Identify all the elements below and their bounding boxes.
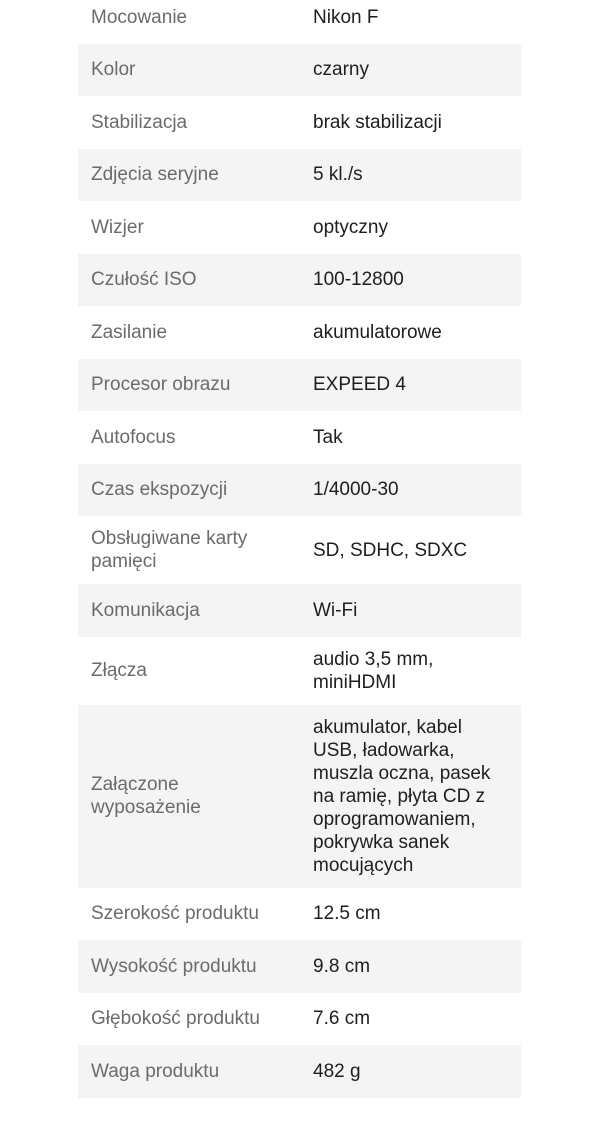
spec-value: brak stabilizacji [313, 111, 442, 133]
spec-row-image-processor [78, 359, 521, 412]
spec-label: Czas ekspozycji [91, 479, 228, 501]
spec-value: 100-12800 [313, 269, 404, 291]
spec-value: 9.8 cm [313, 955, 371, 977]
spec-value: 1/4000-30 [313, 479, 399, 501]
spec-row-burst [78, 149, 521, 202]
spec-row-color [78, 44, 521, 97]
spec-label: Szerokość produktu [91, 903, 259, 925]
spec-label: Komunikacja [91, 599, 200, 621]
spec-value: akumulator, kabel USB, ładowarka, muszla oczna, pasek na ramię, płyta CD z oprogramowaniem, pokrywka sanek mocujących [313, 716, 491, 876]
spec-row-communication [78, 584, 521, 637]
spec-row-weight [78, 1045, 521, 1098]
spec-row-viewfinder [78, 201, 521, 254]
spec-value: Wi-Fi [313, 599, 358, 621]
specifications-table [78, 0, 521, 1098]
spec-label: Mocowanie [91, 6, 188, 28]
spec-label: Obsługiwane karty pamięci [91, 528, 248, 572]
spec-row-depth [78, 993, 521, 1046]
spec-value: 7.6 cm [313, 1008, 371, 1030]
spec-row-exposure-time [78, 464, 521, 517]
spec-value: EXPEED 4 [313, 374, 406, 396]
spec-value: optyczny [313, 216, 388, 238]
spec-value: 5 kl./s [313, 164, 363, 186]
spec-value: 12.5 cm [313, 903, 381, 925]
spec-label: Kolor [91, 59, 136, 81]
spec-row-mount [78, 0, 521, 44]
spec-label: Głębokość produktu [91, 1008, 260, 1030]
spec-label: Czułość ISO [91, 269, 197, 291]
spec-row-connectors [78, 637, 521, 705]
spec-label: Stabilizacja [91, 111, 188, 133]
spec-row-stabilization [78, 96, 521, 149]
spec-row-power [78, 306, 521, 359]
spec-row-autofocus [78, 411, 521, 464]
spec-label: Wysokość produktu [91, 955, 257, 977]
spec-label: Wizjer [91, 216, 144, 238]
spec-value: audio 3,5 mm, miniHDMI [313, 648, 434, 693]
spec-label: Zasilanie [91, 321, 168, 343]
spec-label: Autofocus [91, 426, 176, 448]
spec-row-height [78, 940, 521, 993]
spec-value: akumulatorowe [313, 321, 442, 343]
spec-value: Nikon F [313, 6, 379, 28]
spec-label: Procesor obrazu [91, 374, 231, 396]
spec-value: Tak [313, 426, 343, 448]
spec-value: 482 g [313, 1060, 361, 1082]
spec-label: Załączone wyposażenie [91, 774, 201, 818]
spec-row-iso [78, 254, 521, 307]
spec-label: Złącza [91, 660, 147, 681]
spec-value: czarny [313, 59, 369, 81]
spec-row-memory-cards [78, 516, 521, 584]
spec-label: Waga produktu [91, 1060, 220, 1082]
spec-row-included-accessories [78, 705, 521, 888]
spec-label: Zdjęcia seryjne [91, 164, 219, 186]
spec-value: SD, SDHC, SDXC [313, 539, 468, 561]
spec-row-width [78, 888, 521, 941]
